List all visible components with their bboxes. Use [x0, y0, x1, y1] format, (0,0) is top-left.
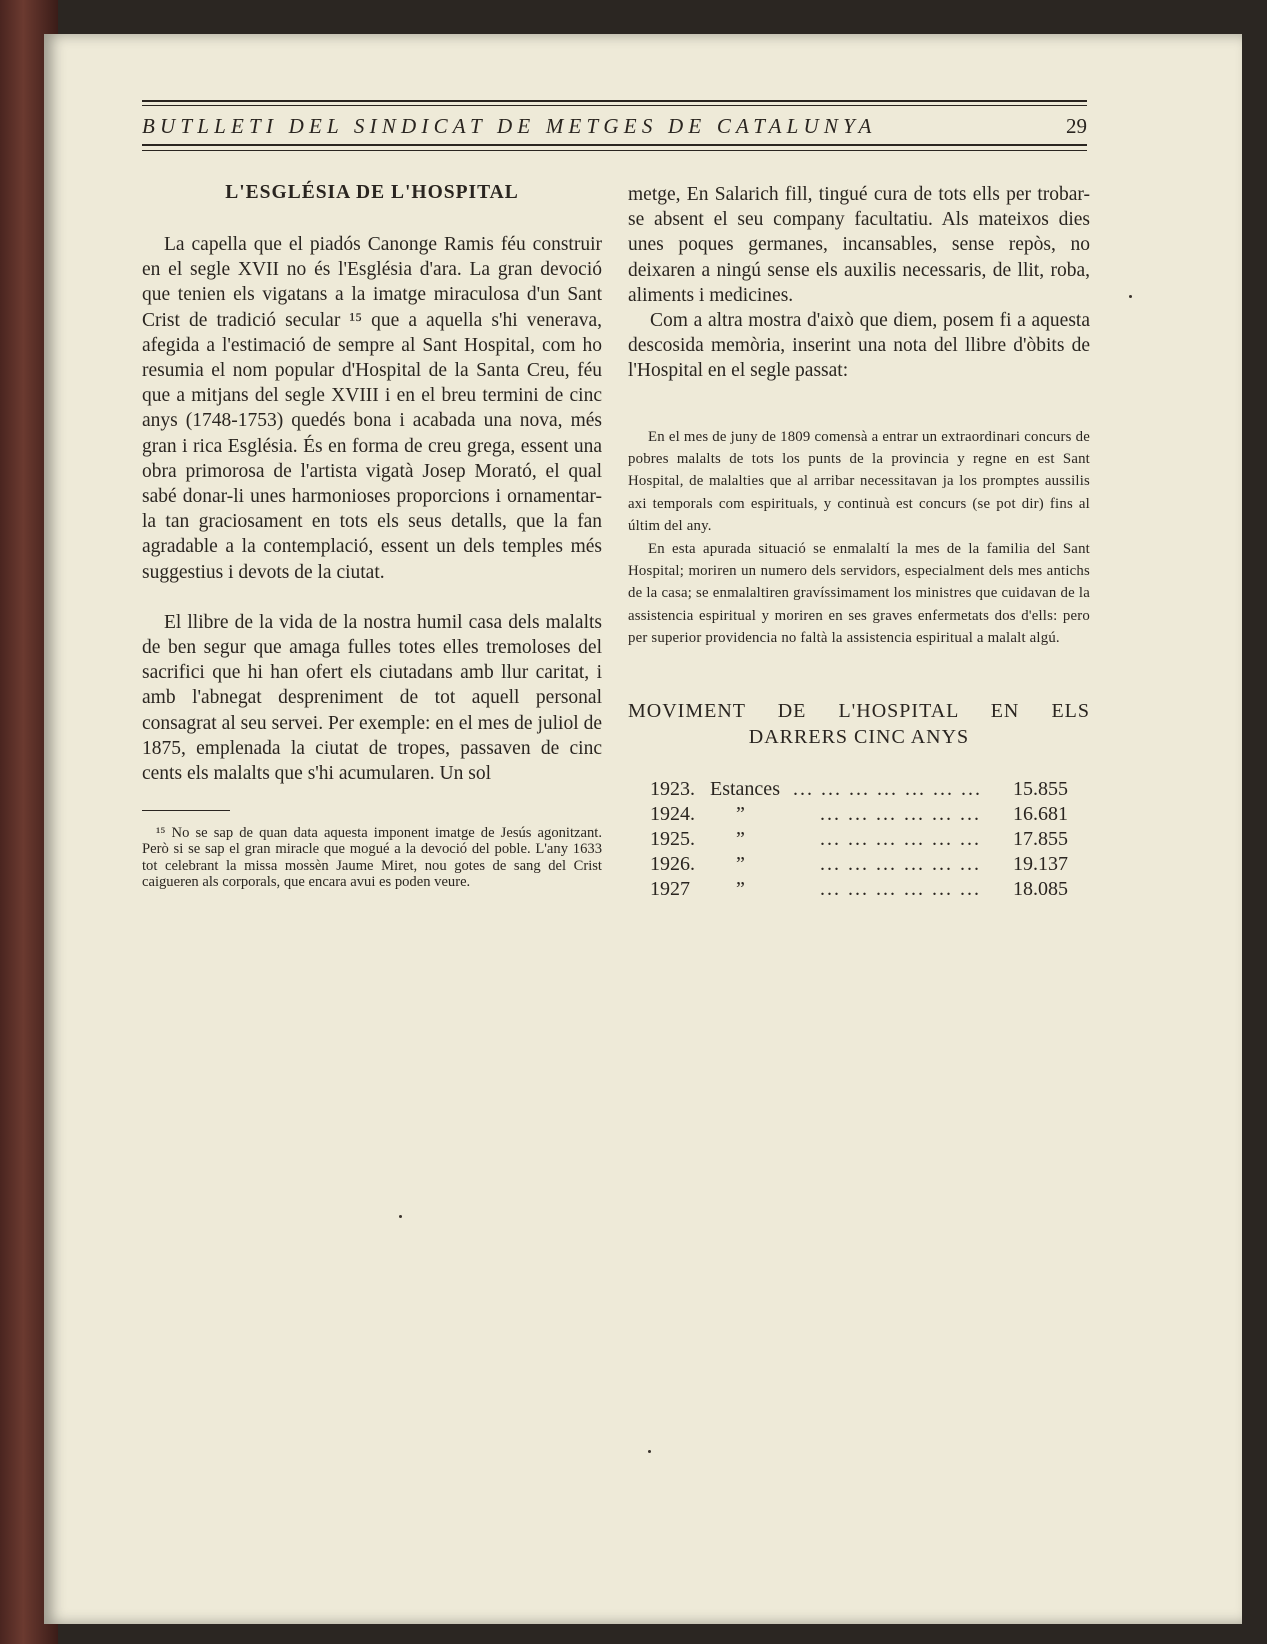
stats-table: [628, 778, 1090, 903]
section-title-movement-line1: MOVIMENT DE L'HOSPITAL EN ELS: [628, 699, 1090, 722]
header-rule-top-thin: [142, 105, 1087, 106]
paragraph-church: La capella que el piadós Canonge Ramis féu construir en el segle XVII no és l'Església d'ara. La gran devoció que tenien els vigatans a la imatge miraculosa d'un Sant Crist de tradició secular ¹⁵ que a aquella s'hi venerava, afegida a l'estimació de sempre al Sant Hospital, com ho resumia el nom popular d'Hospital de la Santa Creu, féu que a mitjans del segle XVIII i en el breu termini de cinc anys (1748-1753) quedés bona i acabada una nova, més gran i rica Església. És en forma de creu grega, essent una obra primorosa de l'artista vigatà Josep Morató, el qual sabé donar-li unes harmonioses proporcions i ornamentar-la tan graciosament en tots els seus detalls, que la fan agradable a la contemplació, essent un dels temples més suggestius i devots de la ciutat.: [142, 234, 602, 583]
stats-year: 1925.: [650, 827, 695, 850]
left-column: [142, 182, 602, 890]
paragraph-continuation: metge, En Salarich fill, tingué cura de tots ells per trobar-se absent el seu company facultatiu. Als mateixos dies unes poques germanes, incansables, sense repòs, no deixaren a ningú sense els auxilis necessaris, de llit, roba, aliments i medicines.: [628, 184, 1090, 306]
table-row: [628, 778, 1090, 803]
page-number: 29: [1066, 114, 1087, 138]
stats-dots: ... ... ... ... ... ...: [820, 827, 981, 850]
stats-label: ”: [736, 802, 745, 825]
stats-label: ”: [736, 827, 745, 850]
running-header: [142, 100, 1087, 158]
quote-paragraph-1: En el mes de juny de 1809 comensà a entrar un extraordinari concurs de pobres malalts de tots los punts de la provincia y regne en est Sant Hospital, de malalties que al arribar necessitavan ja los promptes aussilis axi temporals com espirituals, y continuà est concurs (se pot dir) fins al últim del any.: [628, 428, 1090, 535]
stats-dots: ... ... ... ... ... ...: [820, 802, 981, 825]
paragraph-memory-note: Com a altra mostra d'això que diem, posem fi a aquesta descosida memòria, inserint una nota del llibre d'òbits de l'Hospital en el segle passat:: [628, 310, 1090, 382]
paragraph-hospital-life: El llibre de la vida de la nostra humil casa dels malalts de ben segur que amaga fulles totes elles tremoloses del sacrifici que hi han ofert els ciutadans amb llur caritat, i amb l'abnegat despreniment de tot aquell personal consagrat al seu servei. Per exemple: en el mes de juliol de 1875, emplenada la ciutat de tropes, passaven de cinc cents els malalts que s'hi acumularen. Un sol: [142, 611, 602, 785]
header-rule-top: [142, 100, 1087, 102]
paper-speck: [648, 1450, 651, 1453]
stats-label: Estances: [710, 777, 780, 800]
stats-value: 19.137: [1013, 852, 1068, 875]
section-title-movement: [628, 698, 1090, 750]
paper-speck: [1129, 295, 1132, 298]
table-row: [628, 828, 1090, 853]
header-rule-bottom: [142, 144, 1087, 146]
stats-dots: ... ... ... ... ... ...: [820, 852, 981, 875]
right-column: [628, 182, 1090, 903]
stats-value: 15.855: [1013, 777, 1068, 800]
paper-speck: [399, 1215, 402, 1218]
journal-title: BUTLLETI DEL SINDICAT DE METGES DE CATALUNYA: [142, 114, 877, 138]
stats-dots: ... ... ... ... ... ...: [820, 877, 981, 900]
section-title-movement-line2: DARRERS CINC ANYS: [748, 725, 970, 748]
stats-year: 1923.: [650, 777, 695, 800]
table-row: [628, 878, 1090, 903]
stats-year: 1927: [650, 877, 690, 900]
table-row: [628, 803, 1090, 828]
header-rule-bottom-thin: [142, 150, 1087, 151]
stats-year: 1924.: [650, 802, 695, 825]
table-row: [628, 853, 1090, 878]
stats-value: 17.855: [1013, 827, 1068, 850]
stats-label: ”: [736, 852, 745, 875]
footnote-15: ¹⁵ No se sap de quan data aquesta imponent imatge de Jesús agonitzant. Però si se sap el gran miracle que mogué a la devoció del poble. L'any 1633 tot celebrant la missa mossèn Jaume Miret, nou gotes de sang del Crist caigueren als corporals, que encara avui es poden veure.: [142, 825, 602, 890]
stats-label: ”: [736, 877, 745, 900]
stats-value: 18.085: [1013, 877, 1068, 900]
section-title-church: L'ESGLÉSIA DE L'HOSPITAL: [225, 182, 519, 203]
stats-value: 16.681: [1013, 802, 1068, 825]
quote-paragraph-2: En esta apurada situació se enmalaltí la mes de la familia del Sant Hospital; moriren un numero dels servidors, especialment dels mes antichs de la casa; se enmalaltiren gravíssimament los ministres que cuidavan de la assistencia espiritual y moriren en ses graves enfermetats dos d'ells: pero per superior providencia no faltà la assistencia espiritual a malalt algú.: [628, 540, 1090, 647]
quoted-note: [628, 426, 1090, 650]
stats-dots: ... ... ... ... ... ... ...: [793, 777, 982, 800]
stats-year: 1926.: [650, 852, 695, 875]
footnote-rule: [142, 810, 230, 811]
